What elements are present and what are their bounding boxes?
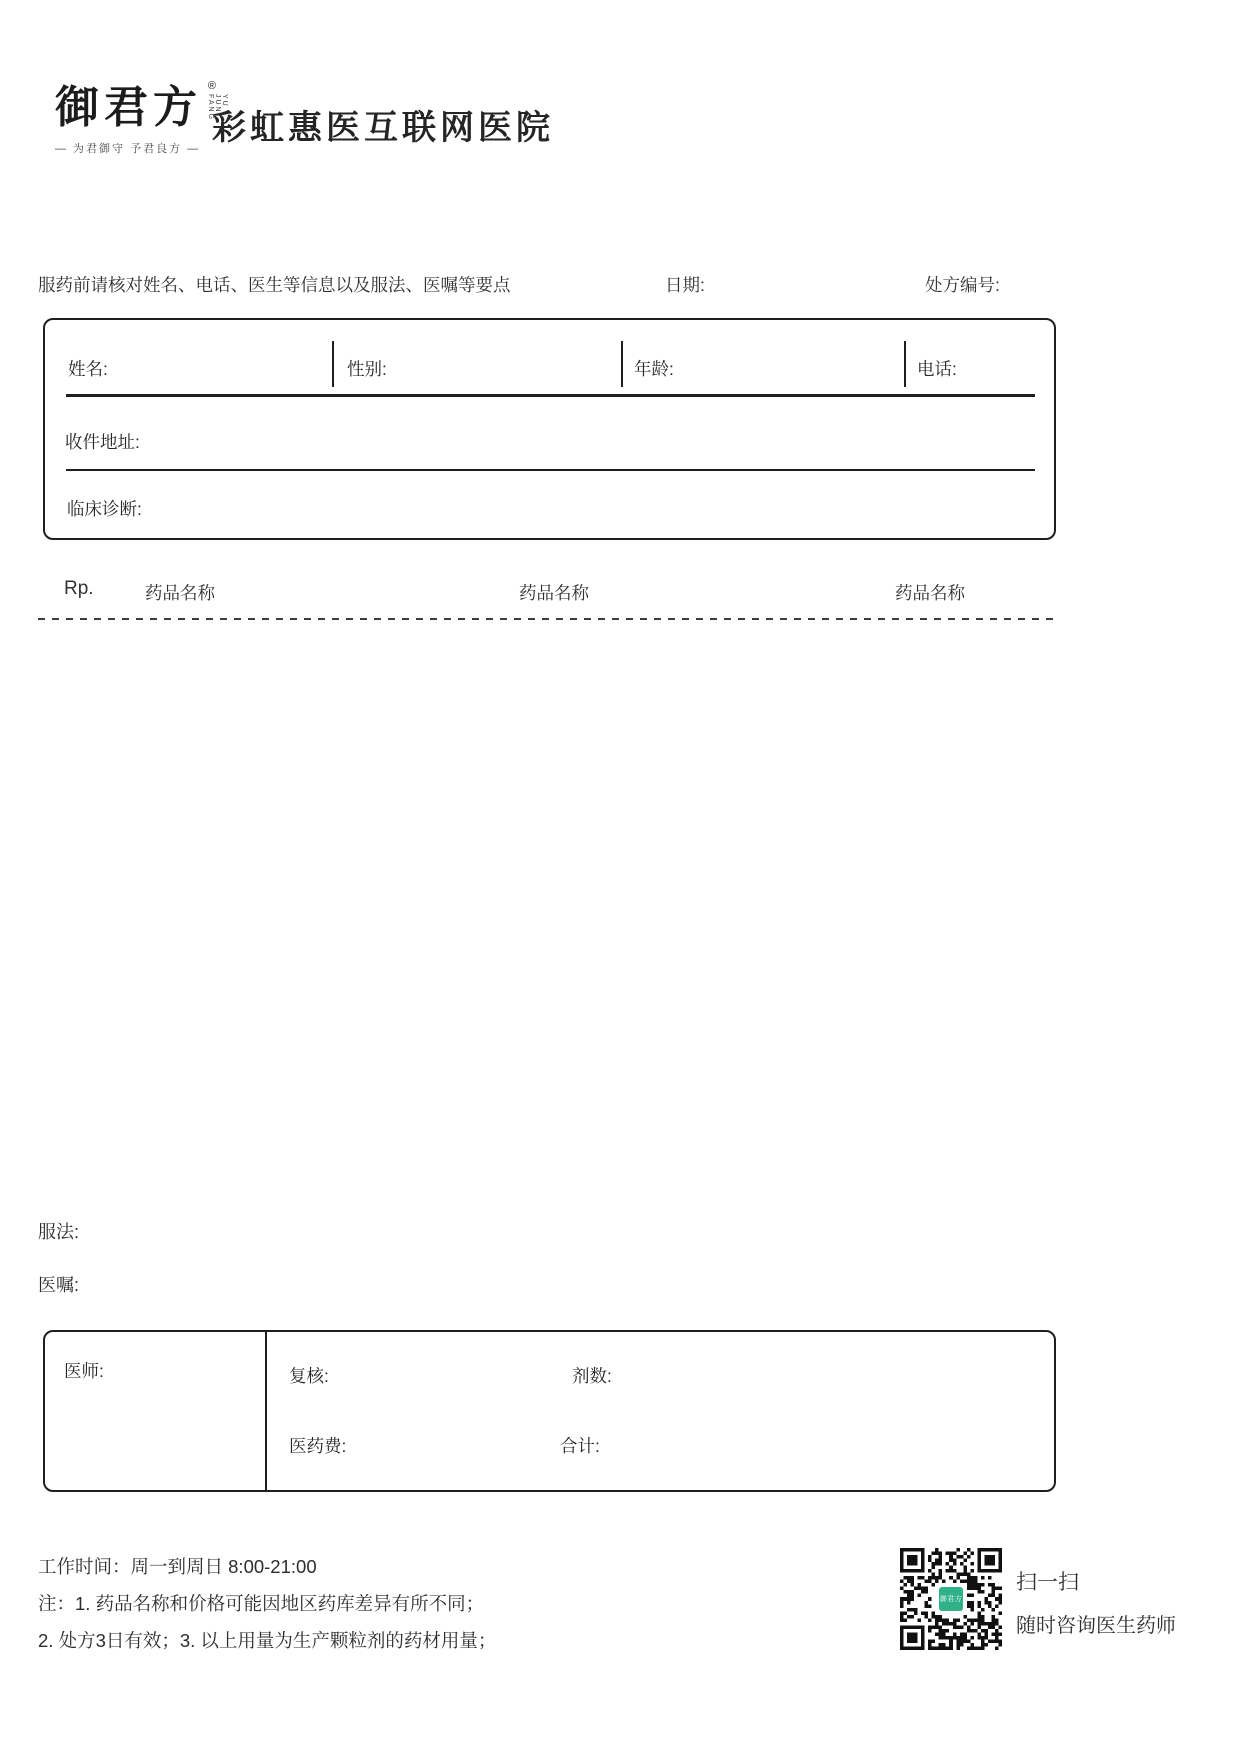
drug-name-column-header: 药品名称 xyxy=(895,583,965,603)
scan-prompt-subtitle: 随时咨询医生药师 xyxy=(1016,1615,1176,1637)
drug-name-column-header: 药品名称 xyxy=(519,583,589,603)
shipping-address-label: 收件地址: xyxy=(65,432,140,452)
prescription-number-label: 处方编号: xyxy=(925,275,1000,295)
registered-trademark-icon: ® xyxy=(207,80,216,92)
drug-name-column-header: 药品名称 xyxy=(145,583,215,603)
divider xyxy=(66,394,1035,397)
review-label: 复核: xyxy=(289,1366,329,1386)
brand-tagline: — 为君御守 予君良方 — xyxy=(55,143,201,155)
divider xyxy=(332,341,334,387)
note-line-2: 2. 处方3日有效；3. 以上用量为生产颗粒剂的药材用量； xyxy=(38,1630,497,1651)
hospital-name: 彩虹惠医互联网医院 xyxy=(212,109,554,147)
dose-count-label: 剂数: xyxy=(572,1366,612,1386)
patient-info-box xyxy=(43,318,1056,540)
total-label: 合计: xyxy=(560,1436,600,1456)
doctor-advice-label: 医嘱: xyxy=(38,1275,80,1295)
doctor-label: 医师: xyxy=(64,1361,104,1381)
signature-box xyxy=(43,1330,1056,1492)
usage-label: 服法: xyxy=(38,1222,80,1242)
medicine-fee-label: 医药费: xyxy=(289,1436,347,1456)
clinical-diagnosis-label: 临床诊断: xyxy=(67,499,142,519)
patient-gender-label: 性别: xyxy=(347,359,387,379)
divider xyxy=(621,341,623,387)
patient-age-label: 年龄: xyxy=(634,359,674,379)
brand-block xyxy=(55,80,228,156)
qr-code xyxy=(900,1548,1002,1650)
work-hours: 工作时间：周一到周日 8:00-21:00 xyxy=(38,1556,317,1577)
rp-label: Rp. xyxy=(64,578,94,599)
brand-logo-romanization: YU JUN FANG xyxy=(207,94,228,122)
qr-center-logo-text: 御君方 xyxy=(939,1596,963,1603)
divider xyxy=(904,341,906,387)
date-label: 日期: xyxy=(665,275,705,295)
brand-logo-text: 御君方 xyxy=(55,82,202,133)
patient-name-label: 姓名: xyxy=(68,359,108,379)
divider xyxy=(265,1332,267,1490)
divider xyxy=(66,469,1035,471)
divider xyxy=(38,618,1058,620)
note-line-1: 注：1. 药品名称和价格可能因地区药库差异有所不同； xyxy=(38,1593,485,1614)
medication-check-notice: 服药前请核对姓名、电话、医生等信息以及服法、医嘱等要点 xyxy=(38,275,511,295)
qr-center-logo xyxy=(937,1585,965,1613)
patient-phone-label: 电话: xyxy=(917,359,957,379)
scan-prompt-title: 扫一扫 xyxy=(1016,1571,1079,1594)
